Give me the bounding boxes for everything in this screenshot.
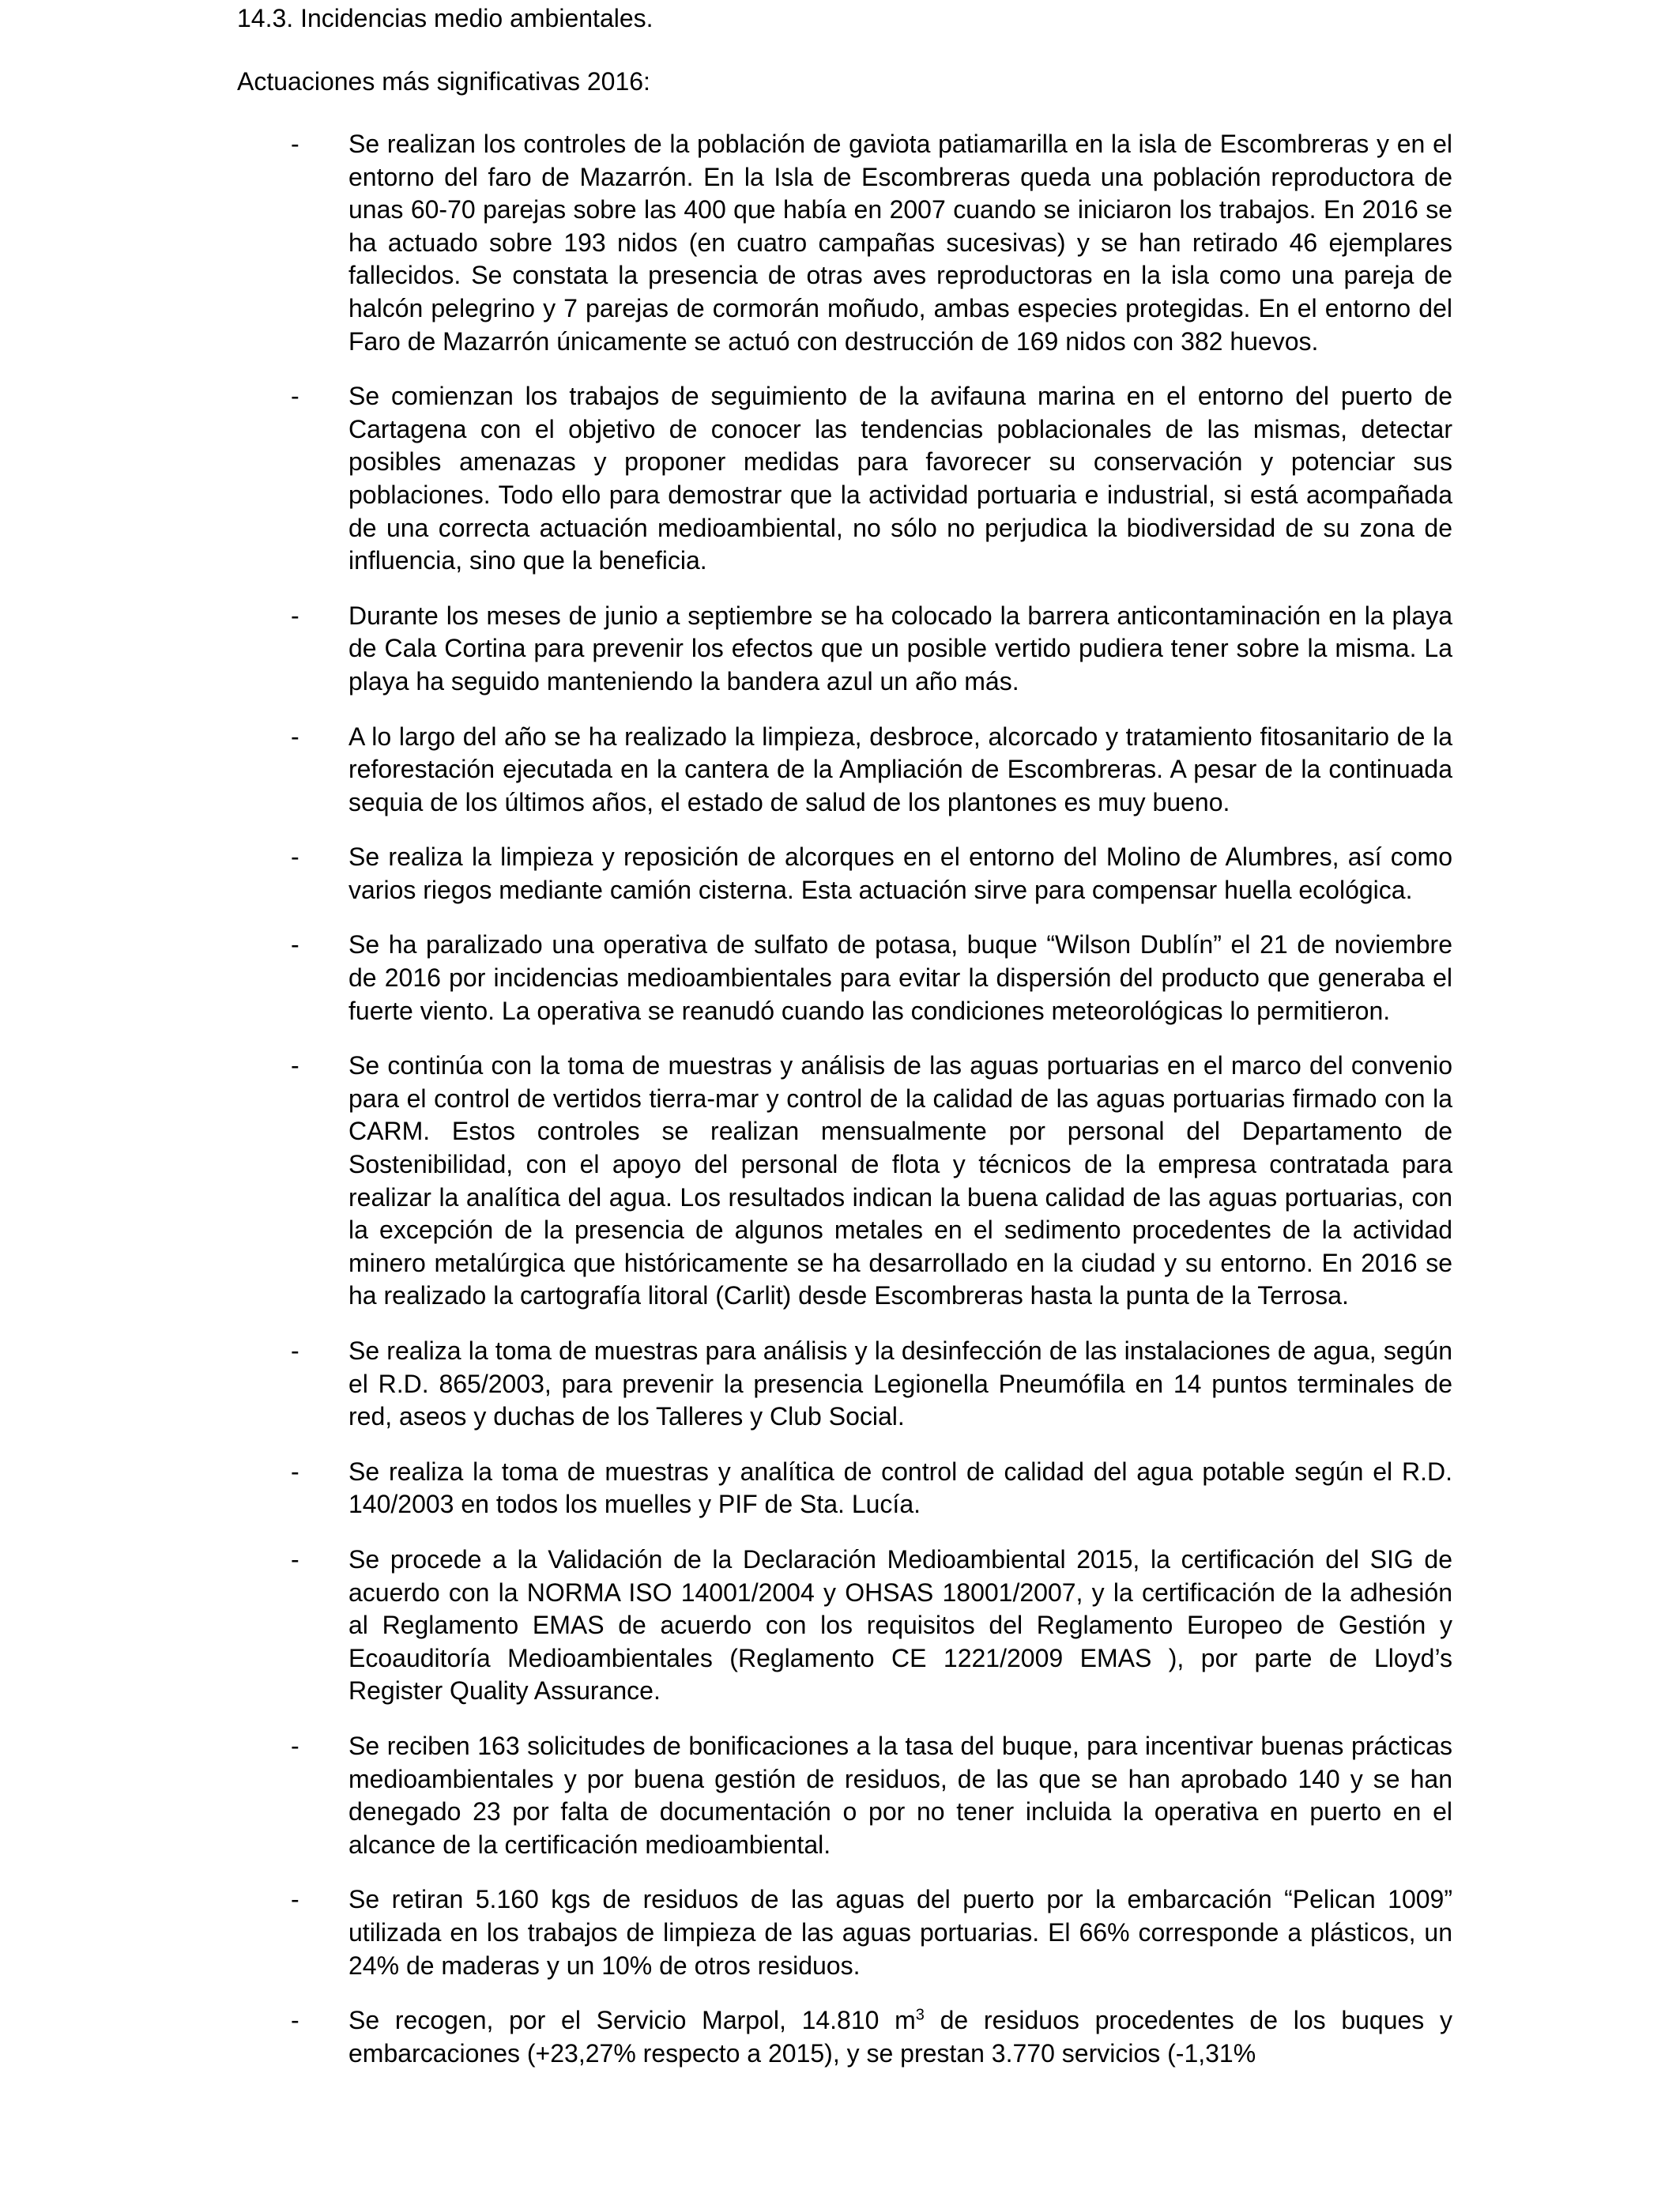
list-item-text: Se reciben 163 solicitudes de bonificaciones a la tasa del buque, para incentivar buenas prácticas medioambientales y por buena gestión de residuos, de las que se han aprobado 140 y se han denegado 23 por falta de documentación o por no tener incluida la operativa en puerto en el alcance de la certificación medioambiental. xyxy=(348,1731,1452,1859)
bullet-dash: - xyxy=(291,722,299,751)
list-item-text: Se realiza la limpieza y reposición de alcorques en el entorno del Molino de Alumbres, así como varios riegos mediante camión cisterna. Esta actuación sirve para compensar huella ecológica. xyxy=(348,843,1452,904)
list-item-text: Se realiza la toma de muestras y analítica de control de calidad del agua potable según el R.D. 140/2003 en todos los muelles y PIF de Sta. Lucía. xyxy=(348,1457,1452,1519)
list-item xyxy=(291,1883,1452,1982)
list-item xyxy=(291,1544,1452,1708)
list-item-text xyxy=(348,2006,1452,2068)
list-item-text: Se procede a la Validación de la Declaración Medioambiental 2015, la certificación del SIG de acuerdo con la NORMA ISO 14001/2004 y OHSAS 18001/2007, y la certificación de la adhesión al Reglamento EMAS de acuerdo con los requisitos del Reglamento Europeo de Gestión y Ecoauditoría Medioambientales (Reglamento CE 1221/2009 EMAS ), por parte de Lloyd’s Register Quality Assurance. xyxy=(348,1544,1452,1706)
list-item xyxy=(291,380,1452,578)
list-item-text: Se realiza la toma de muestras para análisis y la desinfección de las instalaciones de agua, según el R.D. 865/2003, para prevenir la presencia Legionella Pneumófila en 14 puntos terminales de red, aseos y duchas de los Talleres y Club Social. xyxy=(348,1336,1452,1431)
list-item xyxy=(291,1456,1452,1521)
bullet-dash: - xyxy=(291,601,299,630)
bullet-dash: - xyxy=(291,1885,299,1914)
cubic-superscript: 3 xyxy=(915,2006,925,2024)
bullet-dash: - xyxy=(291,1731,299,1760)
list-item xyxy=(291,929,1452,1027)
actions-list xyxy=(291,128,1452,2092)
bullet-dash: - xyxy=(291,1336,299,1365)
bullet-dash: - xyxy=(291,930,299,959)
list-item-text: Se ha paralizado una operativa de sulfato de potasa, buque “Wilson Dublín” el 21 de noviembre de 2016 por incidencias medioambientales para evitar la dispersión del producto que generaba el fuerte viento. La operativa se reanudó cuando las condiciones meteorológicas lo permitieron. xyxy=(348,930,1452,1025)
list-item xyxy=(291,2004,1452,2070)
bullet-dash: - xyxy=(291,843,299,872)
marpol-text-start: Se recogen, por el Servicio Marpol, 14.810 m xyxy=(348,2006,916,2035)
intro-text: Actuaciones más significativas 2016: xyxy=(237,67,650,96)
section-heading: 14.3. Incidencias medio ambientales. xyxy=(237,4,654,32)
list-item xyxy=(291,128,1452,358)
list-item-text: Se retiran 5.160 kgs de residuos de las aguas del puerto por la embarcación “Pelican 1009” utilizada en los trabajos de limpieza de las aguas portuarias. El 66% corresponde a plásticos, un 24% de maderas y un 10% de otros residuos. xyxy=(348,1885,1452,1980)
list-item-text: Se comienzan los trabajos de seguimiento de la avifauna marina en el entorno del puerto de Cartagena con el objetivo de conocer las tendencias poblacionales de las mismas, detectar posibles amenazas y proponer medidas para favorecer su conservación y potenciar sus poblaciones. Todo ello para demostrar que la actividad portuaria e industrial, si está acompañada de una correcta actuación medioambiental, no sólo no perjudica la biodiversidad de su zona de influencia, sino que la beneficia. xyxy=(348,382,1452,575)
list-item-text: Durante los meses de junio a septiembre se ha colocado la barrera anticontaminación en la playa de Cala Cortina para prevenir los efectos que un posible vertido pudiera tener sobre la misma. La playa ha seguido manteniendo la bandera azul un año más. xyxy=(348,601,1452,696)
list-item-text: Se realizan los controles de la población de gaviota patiamarilla en la isla de Escombreras y en el entorno del faro de Mazarrón. En la Isla de Escombreras queda una población reproductora de unas 60-70 parejas sobre las 400 que había en 2007 cuando se iniciaron los trabajos. En 2016 se ha actuado sobre 193 nidos (en cuatro campañas sucesivas) y se han retirado 46 ejemplares fallecidos. Se constata la presencia de otras aves reproductoras en la isla como una pareja de halcón pelegrino y 7 parejas de cormorán moñudo, ambas especies protegidas. En el entorno del Faro de Mazarrón únicamente se actuó con destrucción de 169 nidos con 382 huevos. xyxy=(348,130,1452,356)
list-item xyxy=(291,1730,1452,1861)
list-item xyxy=(291,1050,1452,1313)
list-item-text: A lo largo del año se ha realizado la limpieza, desbroce, alcorcado y tratamiento fitosanitario de la reforestación ejecutada en la cantera de la Ampliación de Escombreras. A pesar de la continuada sequia de los últimos años, el estado de salud de los plantones es muy bueno. xyxy=(348,722,1452,816)
list-item xyxy=(291,721,1452,820)
list-item xyxy=(291,841,1452,907)
bullet-dash: - xyxy=(291,1051,299,1080)
marpol-text-end: de residuos procedentes de los buques y embarcaciones (+23,27% respecto a 2015), y se prestan 3.770 servicios (-1,31% xyxy=(348,2006,1452,2068)
bullet-dash: - xyxy=(291,1544,299,1574)
list-item-text: Se continúa con la toma de muestras y análisis de las aguas portuarias en el marco del convenio para el control de vertidos tierra-mar y control de la calidad de las aguas portuarias firmado con la CARM. Estos controles se realizan mensualmente por personal del Departamento de Sostenibilidad, con el apoyo del personal de flota y técnicos de la empresa contratada para realizar la analítica del agua. Los resultados indican la buena calidad de las aguas portuarias, con la excepción de la presencia de algunos metales en el sedimento procedentes de la actividad minero metalúrgica que históricamente se ha desarrollado en la ciudad y su entorno. En 2016 se ha realizado la cartografía litoral (Carlit) desde Escombreras hasta la punta de la Terrosa. xyxy=(348,1051,1452,1310)
list-item xyxy=(291,1335,1452,1434)
bullet-dash: - xyxy=(291,1457,299,1486)
bullet-dash: - xyxy=(291,130,299,158)
bullet-dash: - xyxy=(291,382,299,411)
bullet-dash: - xyxy=(291,2006,299,2035)
list-item xyxy=(291,600,1452,699)
